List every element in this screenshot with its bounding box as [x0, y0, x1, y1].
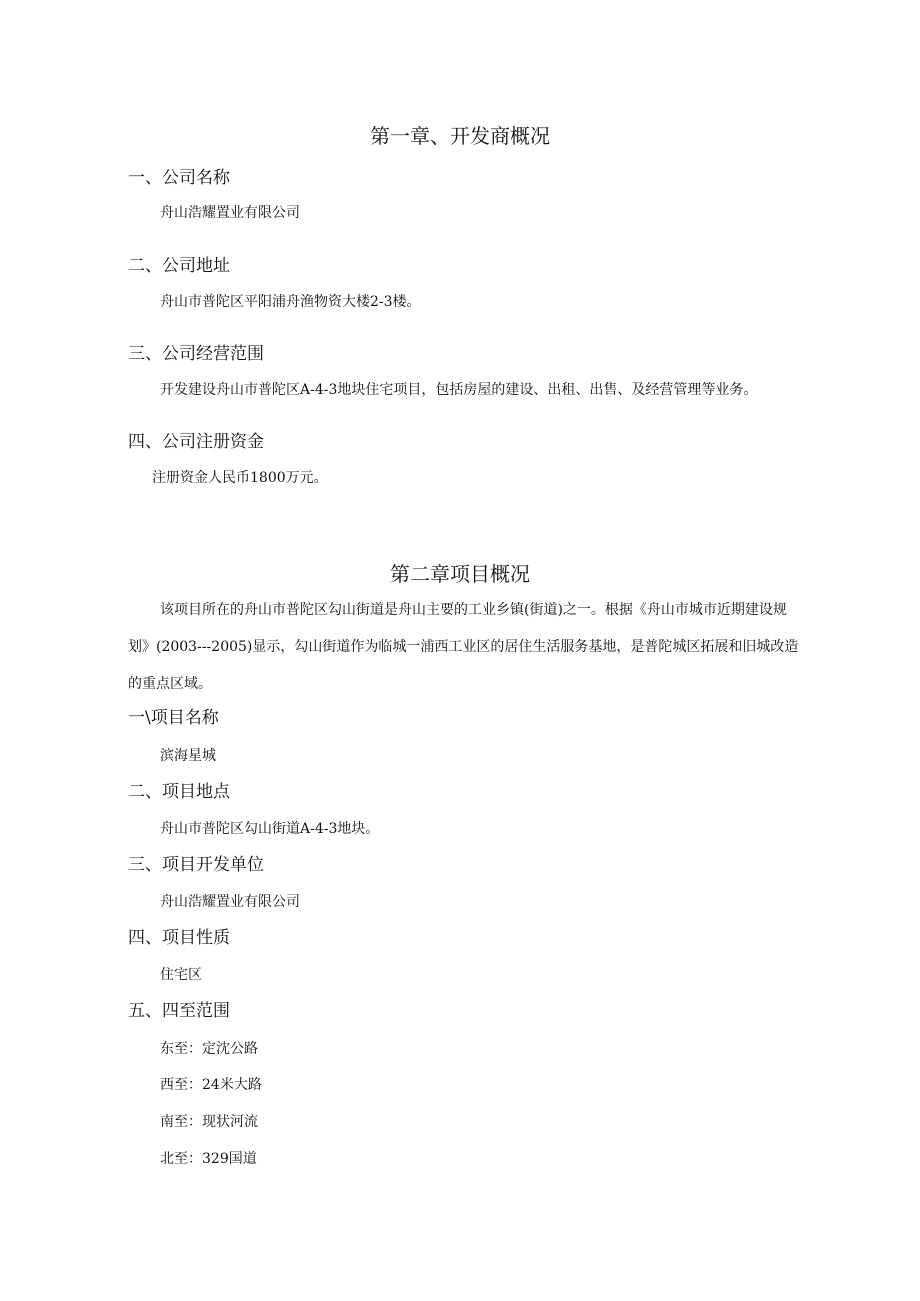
chapter-2-title: 第二章项目概况 [390, 562, 530, 586]
section-developer-heading: 三、项目开发单位 [128, 855, 264, 875]
section-registered-capital-text: 注册资金人民币1800万元。 [152, 470, 328, 486]
section-project-location-heading: 二、项目地点 [128, 782, 230, 802]
section-business-scope-text: 开发建设舟山市普陀区A-4-3地块住宅项目，包括房屋的建设、出租、出售、及经营管理等业务。 [160, 382, 758, 398]
section-project-nature-text: 住宅区 [160, 967, 202, 983]
chapter-1-title: 第一章、开发商概况 [370, 124, 550, 148]
chapter-2-intro-paragraph [128, 592, 800, 703]
chapter-2-intro-text: 该项目所在的舟山市普陀区勾山街道是舟山主要的工业乡镇(街道)之一。根据《舟山市城市近期建设规划》(2003---2005)显示，勾山街道作为临城一浦西工业区的居住生活服务基地，是普陀城区拓展和旧城改造的重点区域。 [128, 602, 799, 692]
section-company-name-heading: 一、公司名称 [128, 168, 230, 188]
section-project-nature-heading: 四、项目性质 [128, 928, 230, 948]
boundary-east: 东至：定沈公路 [160, 1041, 258, 1057]
section-project-name-text: 滨海星城 [160, 748, 216, 764]
boundary-west: 西至：24米大路 [160, 1077, 262, 1093]
section-registered-capital-heading: 四、公司注册资金 [128, 432, 264, 452]
section-company-address-heading: 二、公司地址 [128, 256, 230, 276]
section-company-name-text: 舟山浩耀置业有限公司 [160, 205, 300, 221]
section-project-name-heading: 一\项目名称 [128, 708, 219, 728]
boundary-north: 北至：329国道 [160, 1151, 257, 1167]
section-company-address-text: 舟山市普陀区平阳浦舟渔物资大楼2-3楼。 [160, 294, 421, 310]
boundary-south: 南至：现状河流 [160, 1114, 258, 1130]
section-developer-text: 舟山浩耀置业有限公司 [160, 894, 300, 910]
section-boundaries-heading: 五、四至范围 [128, 1001, 230, 1021]
section-project-location-text: 舟山市普陀区勾山街道A-4-3地块。 [160, 821, 380, 837]
section-business-scope-heading: 三、公司经营范围 [128, 344, 264, 364]
